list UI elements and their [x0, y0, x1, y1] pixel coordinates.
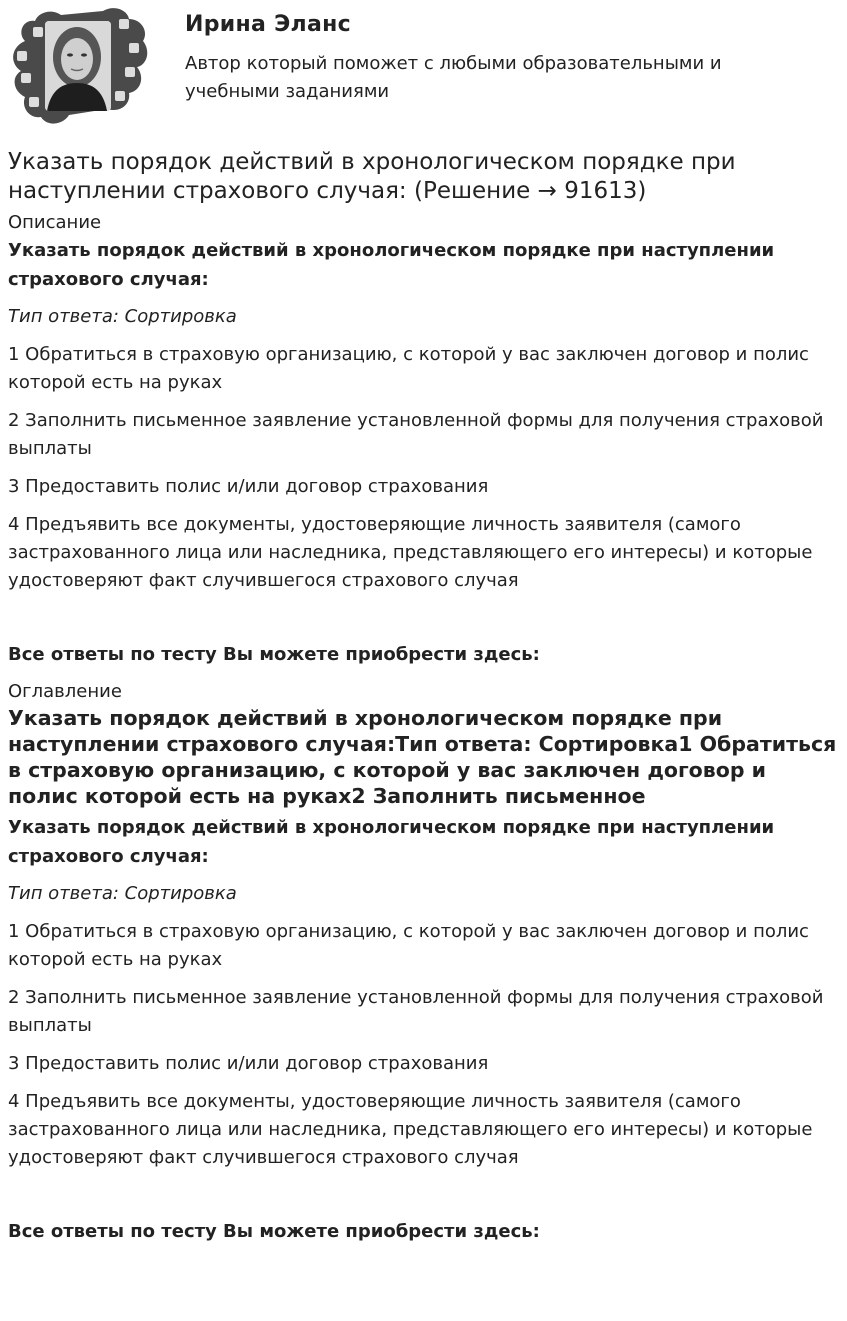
- answer-type: Тип ответа: Сортировка: [8, 306, 237, 327]
- answer-item-3: 3 Предоставить полис и/или договор страхования: [8, 476, 489, 497]
- description-section: [8, 210, 839, 669]
- answer-item-3: 3 Предоставить полис и/или договор страхования: [8, 1053, 489, 1074]
- author-description: Автор который поможет с любыми образовательными и учебными заданиями: [185, 53, 722, 102]
- page-title: Указать порядок действий в хронологическом порядке при наступлении страхового случая: (Решение → 91613): [8, 149, 736, 204]
- toc-title: Указать порядок действий в хронологическом порядке при наступлении страхового случая:Тип ответа: Сортировка1 Обратиться в страховую организацию, с которой у вас заключен договор и полис которой есть на руках2 Заполнить письменное: [8, 706, 837, 808]
- buy-answers-link[interactable]: Все ответы по тесту Вы можете приобрести здесь:: [8, 644, 540, 665]
- answer-type: Тип ответа: Сортировка: [8, 883, 237, 904]
- question-text: Указать порядок действий в хронологическом порядке при наступлении страхового случая:: [8, 817, 775, 867]
- description-label: Описание: [8, 212, 102, 233]
- buy-answers-link[interactable]: Все ответы по тесту Вы можете приобрести здесь:: [8, 1221, 540, 1242]
- author-name: Ирина Эланс: [185, 12, 351, 37]
- answer-item-1: 1 Обратиться в страховую организацию, с которой у вас заключен договор и полис которой есть на руках: [8, 921, 809, 970]
- main-content: [0, 148, 847, 1246]
- spacer: [8, 595, 839, 641]
- question-text: Указать порядок действий в хронологическом порядке при наступлении страхового случая:: [8, 240, 775, 290]
- answer-item-2: 2 Заполнить письменное заявление установленной формы для получения страховой выплаты: [8, 410, 824, 459]
- author-block: [0, 0, 847, 135]
- author-avatar: [7, 7, 151, 127]
- answer-item-4: 4 Предъявить все документы, удостоверяющие личность заявителя (самого застрахованного лица или наследника, представляющего его интересы) и которые удостоверяют факт случившегося страхового случая: [8, 514, 813, 591]
- answer-item-4: 4 Предъявить все документы, удостоверяющие личность заявителя (самого застрахованного лица или наследника, представляющего его интересы) и которые удостоверяют факт случившегося страхового случая: [8, 1091, 813, 1168]
- spacer: [8, 1172, 839, 1218]
- answer-item-1: 1 Обратиться в страховую организацию, с которой у вас заключен договор и полис которой есть на руках: [8, 344, 809, 393]
- answer-item-2: 2 Заполнить письменное заявление установленной формы для получения страховой выплаты: [8, 987, 824, 1036]
- toc-section: [8, 679, 839, 1246]
- toc-label: Оглавление: [8, 681, 122, 702]
